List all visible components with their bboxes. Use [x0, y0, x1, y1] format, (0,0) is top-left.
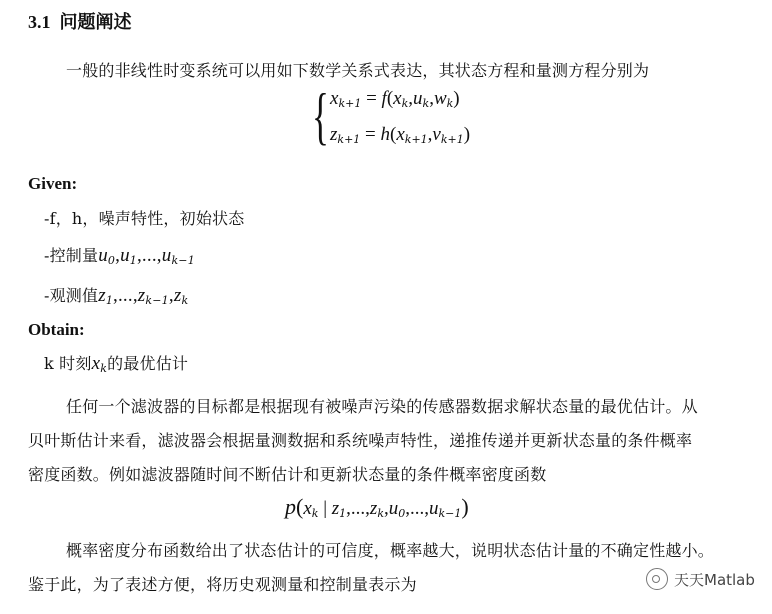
obtain-text: k 时刻$x_k$的最优估计 [44, 353, 189, 375]
paragraph-2-line-1: 概率密度分布函数给出了状态估计的可信度，概率越大，说明状态估计量的不确定性越小。 [66, 541, 715, 560]
watermark-text: 天天Matlab [674, 570, 755, 589]
paragraph-1-line-1: 任何一个滤波器的目标都是根据现有被噪声污染的传感器数据求解状态量的最优估计。从 [66, 397, 698, 416]
given-item-1: -f，h，噪声特性，初始状态 [44, 209, 245, 228]
wechat-icon [646, 568, 668, 590]
section-heading [28, 8, 132, 34]
given-item-2: -控制量$u_0,u_1,...,u_{k-1}$ [44, 245, 195, 267]
intro-text: 一般的非线性时变系统可以用如下数学关系式表达，其状态方程和量测方程分别为 [66, 61, 650, 80]
state-equation: $x_{k+1} = f(x_k,u_k,w_k)$ [330, 88, 460, 110]
measurement-equation: $z_{k+1} = h(x_{k+1},v_{k+1})$ [330, 124, 471, 146]
section-title: 问题阐述 [59, 12, 132, 32]
paragraph-1-line-3: 密度函数。例如滤波器随时间不断估计和更新状态量的条件概率密度函数 [28, 465, 547, 484]
brace-symbol: { [312, 80, 329, 151]
paragraph-2-line-2: 鉴于此，为了表述方便，将历史观测量和控制量表示为 [28, 575, 417, 594]
section-number: 3.1 [28, 12, 51, 32]
obtain-label: Obtain: [28, 320, 85, 339]
paragraph-1-line-2: 贝叶斯估计来看，滤波器会根据量测数据和系统噪声特性，递推传递并更新状态量的条件概率 [28, 431, 693, 450]
watermark [646, 568, 755, 590]
given-label: Given: [28, 174, 78, 193]
given-item-3: -观测值$z_1,...,z_{k-1},z_k$ [44, 285, 189, 307]
conditional-pdf-formula: $p(x_k$ | $z_1,...,z_k,u_0,...,u_{k-1}$) [285, 494, 469, 520]
